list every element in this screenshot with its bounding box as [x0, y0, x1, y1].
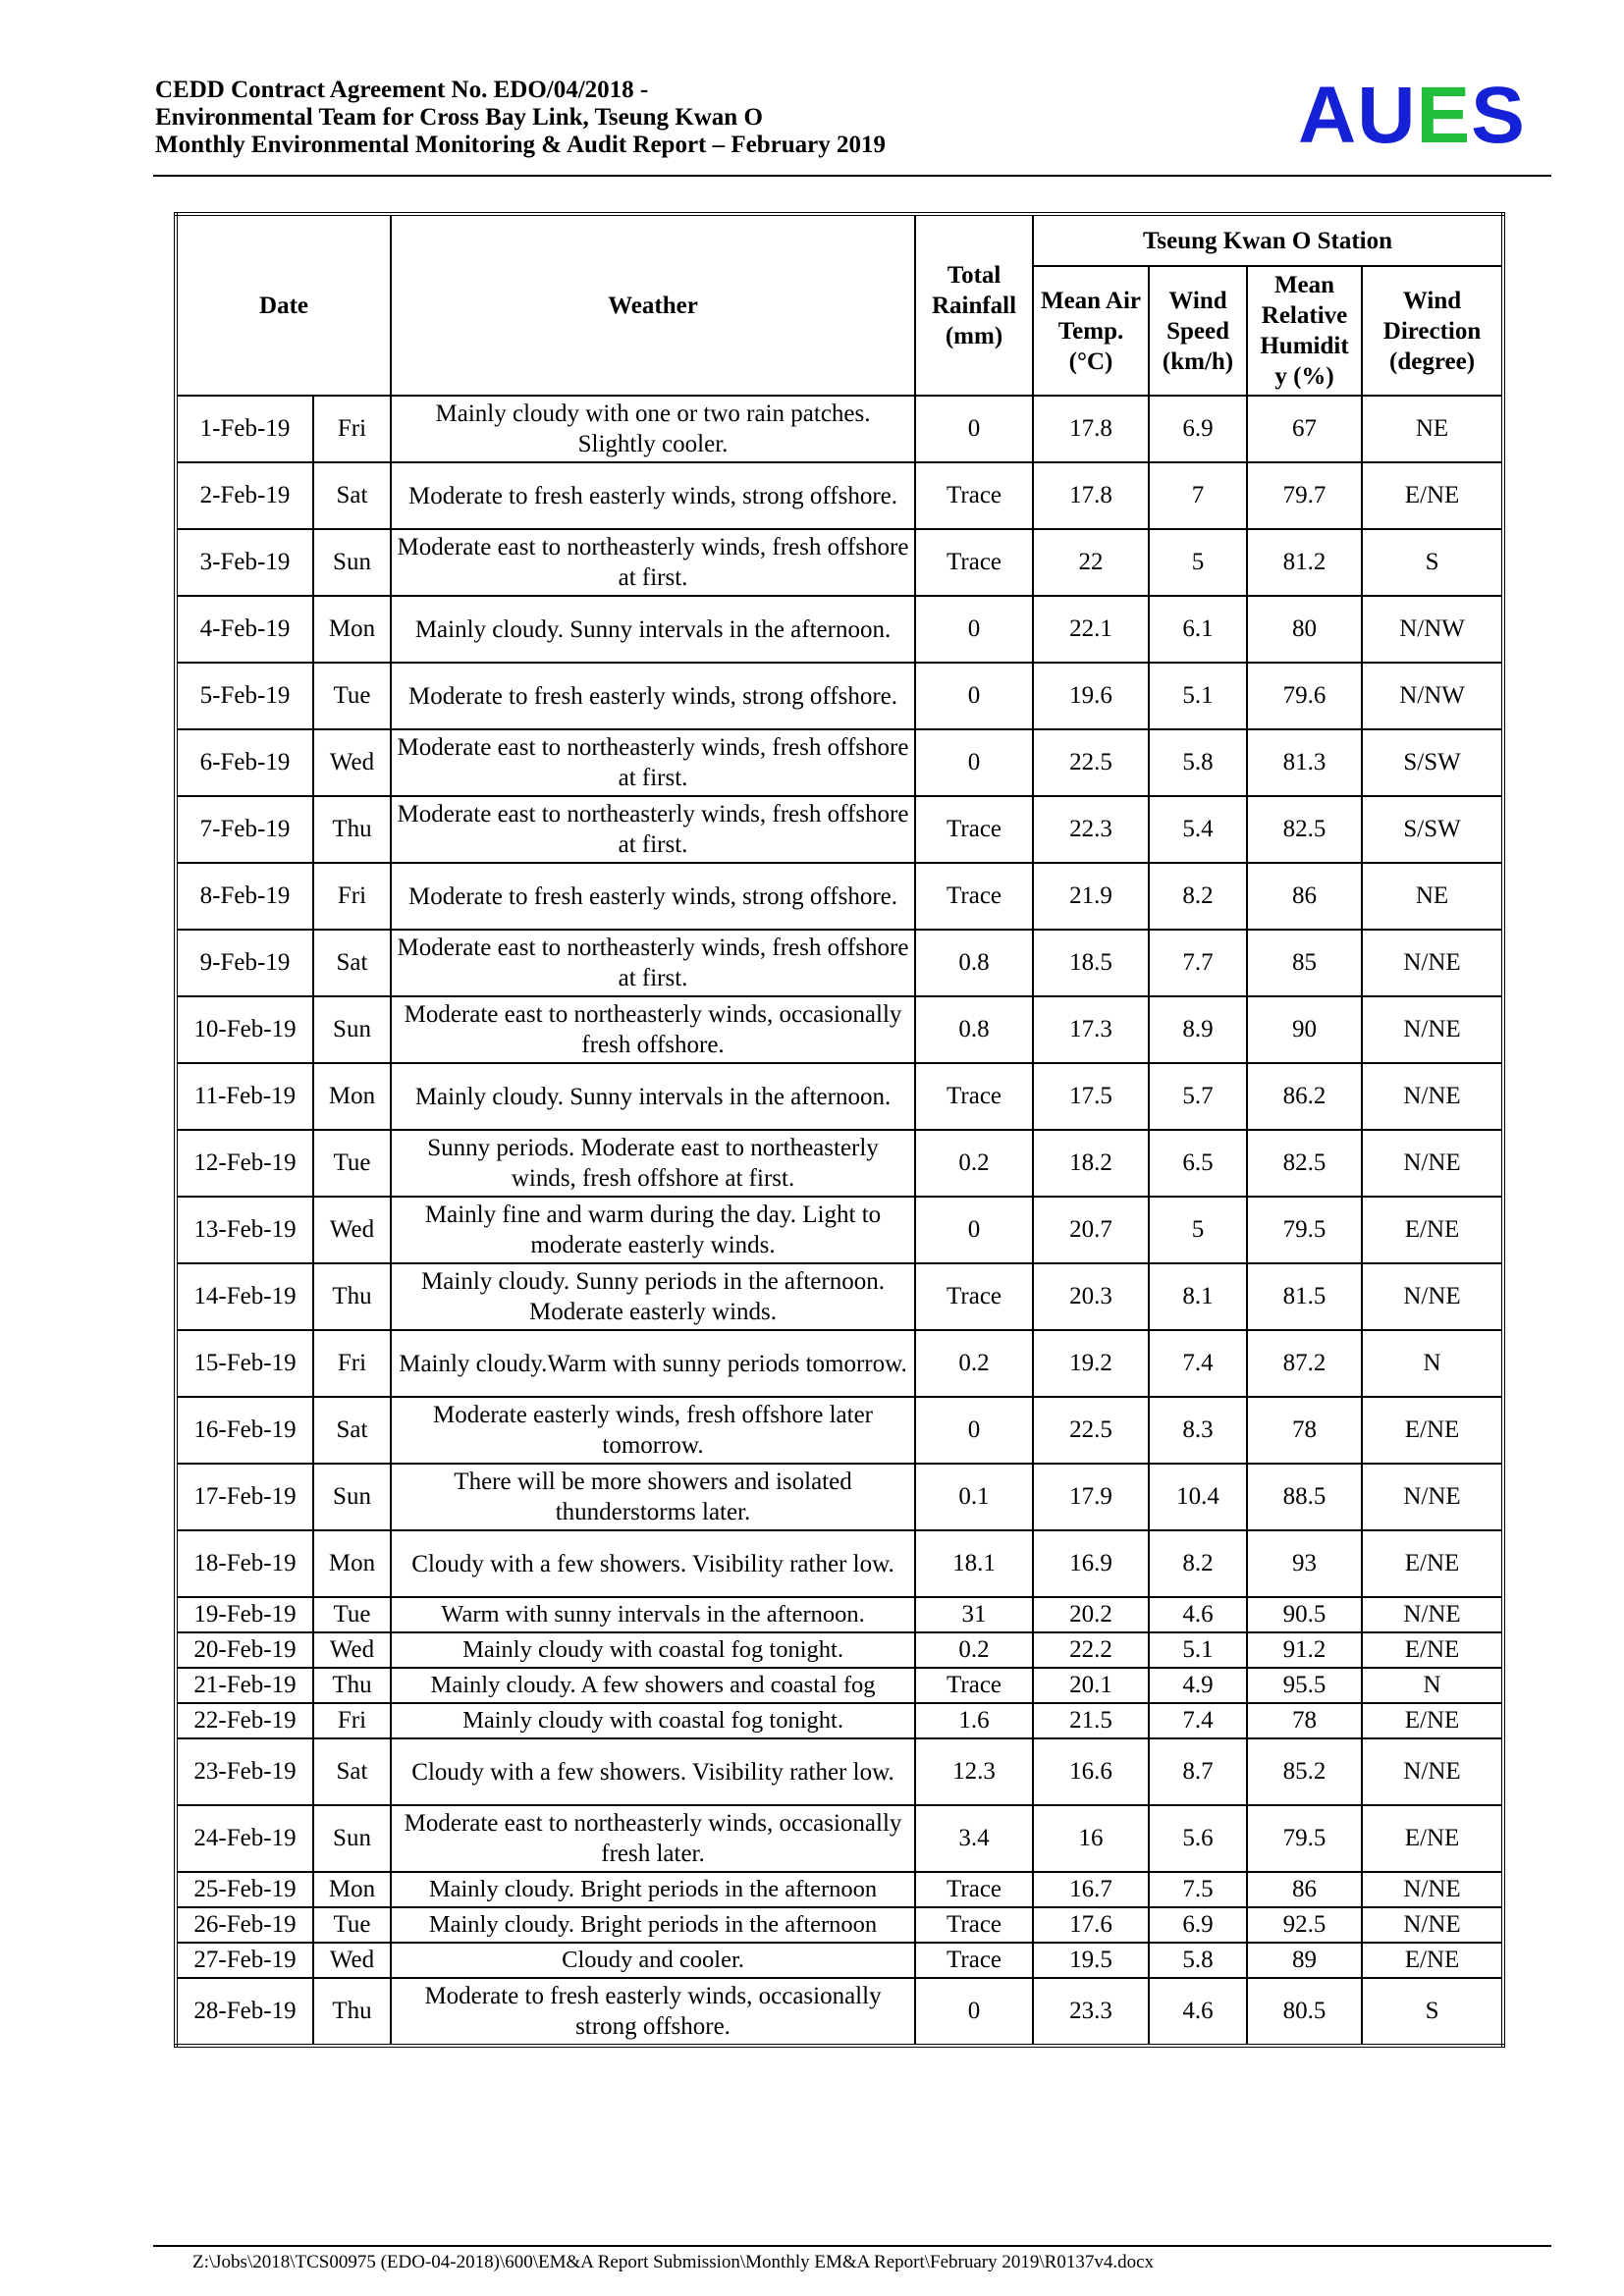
table-row [176, 1978, 1503, 2046]
wind-direction-cell: N/NE [1362, 1907, 1503, 1943]
humidity-cell: 82.5 [1247, 796, 1362, 863]
wind-speed-cell: 5.4 [1149, 796, 1247, 863]
date-cell: 13-Feb-19 [176, 1197, 313, 1263]
wind-speed-cell: 4.6 [1149, 1978, 1247, 2046]
table-row [176, 1805, 1503, 1872]
day-cell: Sun [313, 529, 391, 596]
table-row [176, 863, 1503, 930]
day-cell: Sun [313, 1464, 391, 1530]
wind-speed-cell: 10.4 [1149, 1464, 1247, 1530]
temp-cell: 22 [1033, 529, 1149, 596]
weather-cell: Mainly cloudy with coastal fog tonight. [391, 1632, 915, 1668]
aues-logo [1298, 71, 1526, 160]
header-contract-line: CEDD Contract Agreement No. EDO/04/2018 - [155, 77, 649, 103]
day-cell: Wed [313, 1943, 391, 1978]
weather-cell: Sunny periods. Moderate east to northeasterly winds, fresh offshore at first. [391, 1130, 915, 1197]
header-report-title: Monthly Environmental Monitoring & Audit Report – February 2019 [155, 132, 886, 158]
humidity-cell: 91.2 [1247, 1632, 1362, 1668]
rainfall-cell: 0.2 [915, 1330, 1033, 1397]
wind-speed-cell: 5 [1149, 1197, 1247, 1263]
date-cell: 26-Feb-19 [176, 1907, 313, 1943]
weather-cell: Moderate east to northeasterly winds, fresh offshore at first. [391, 529, 915, 596]
table-row [176, 796, 1503, 863]
footer-divider [153, 2245, 1551, 2247]
date-cell: 18-Feb-19 [176, 1530, 313, 1597]
humidity-cell: 87.2 [1247, 1330, 1362, 1397]
wind-speed-cell: 7.4 [1149, 1330, 1247, 1397]
rainfall-cell: 0 [915, 1197, 1033, 1263]
day-cell: Thu [313, 1978, 391, 2046]
wind-direction-cell: N/NE [1362, 1464, 1503, 1530]
date-cell: 3-Feb-19 [176, 529, 313, 596]
wind-direction-cell: NE [1362, 863, 1503, 930]
date-cell: 28-Feb-19 [176, 1978, 313, 2046]
weather-table [174, 212, 1505, 2048]
temp-cell: 16.6 [1033, 1738, 1149, 1805]
logo-text-s: S [1471, 71, 1526, 160]
rainfall-cell: Trace [915, 1943, 1033, 1978]
weather-cell: Mainly cloudy. Sunny periods in the afternoon. Moderate easterly winds. [391, 1263, 915, 1330]
table-row [176, 462, 1503, 529]
rainfall-cell: Trace [915, 529, 1033, 596]
weather-cell: Moderate easterly winds, fresh offshore later tomorrow. [391, 1397, 915, 1464]
temp-cell: 22.3 [1033, 796, 1149, 863]
temp-cell: 23.3 [1033, 1978, 1149, 2046]
logo-text-au: AU [1298, 71, 1417, 160]
date-cell: 19-Feb-19 [176, 1597, 313, 1632]
wind-speed-cell: 8.2 [1149, 863, 1247, 930]
weather-cell: Moderate east to northeasterly winds, occasionally fresh offshore. [391, 996, 915, 1063]
humidity-cell: 86 [1247, 863, 1362, 930]
humidity-cell: 82.5 [1247, 1130, 1362, 1197]
rainfall-cell: Trace [915, 1668, 1033, 1703]
weather-cell: Mainly cloudy. Sunny intervals in the afternoon. [391, 1063, 915, 1130]
temp-cell: 19.5 [1033, 1943, 1149, 1978]
wind-speed-cell: 7.4 [1149, 1703, 1247, 1738]
humidity-cell: 80 [1247, 596, 1362, 663]
day-cell: Sat [313, 930, 391, 996]
wind-direction-cell: NE [1362, 396, 1503, 462]
humidity-cell: 80.5 [1247, 1978, 1362, 2046]
humidity-cell: 90.5 [1247, 1597, 1362, 1632]
date-cell: 17-Feb-19 [176, 1464, 313, 1530]
table-row [176, 1263, 1503, 1330]
wind-speed-cell: 6.9 [1149, 396, 1247, 462]
weather-cell: Moderate to fresh easterly winds, strong offshore. [391, 863, 915, 930]
temp-cell: 20.1 [1033, 1668, 1149, 1703]
table-row [176, 1738, 1503, 1805]
table-row [176, 996, 1503, 1063]
wind-speed-cell: 5.6 [1149, 1805, 1247, 1872]
rainfall-cell: 0.2 [915, 1632, 1033, 1668]
temp-cell: 20.3 [1033, 1263, 1149, 1330]
wind-direction-cell: N/NE [1362, 1597, 1503, 1632]
wind-direction-cell: N/NW [1362, 663, 1503, 729]
day-cell: Sun [313, 996, 391, 1063]
rainfall-cell: Trace [915, 462, 1033, 529]
humidity-cell: 81.5 [1247, 1263, 1362, 1330]
day-cell: Thu [313, 1263, 391, 1330]
wind-speed-cell: 8.3 [1149, 1397, 1247, 1464]
wind-direction-cell: N/NE [1362, 1263, 1503, 1330]
temp-cell: 22.1 [1033, 596, 1149, 663]
day-cell: Tue [313, 663, 391, 729]
humidity-cell: 67 [1247, 396, 1362, 462]
wind-direction-cell: E/NE [1362, 1943, 1503, 1978]
wind-direction-cell: E/NE [1362, 1632, 1503, 1668]
humidity-cell: 93 [1247, 1530, 1362, 1597]
wind-direction-cell: N/NE [1362, 1738, 1503, 1805]
rainfall-cell: 0 [915, 596, 1033, 663]
day-cell: Fri [313, 1330, 391, 1397]
weather-cell: Cloudy with a few showers. Visibility rather low. [391, 1738, 915, 1805]
header-date: Date [176, 214, 391, 396]
weather-cell: There will be more showers and isolated thunderstorms later. [391, 1464, 915, 1530]
weather-cell: Cloudy and cooler. [391, 1943, 915, 1978]
rainfall-cell: 1.6 [915, 1703, 1033, 1738]
weather-cell: Moderate to fresh easterly winds, occasionally strong offshore. [391, 1978, 915, 2046]
table-row [176, 930, 1503, 996]
weather-cell: Warm with sunny intervals in the afternoon. [391, 1597, 915, 1632]
humidity-cell: 81.3 [1247, 729, 1362, 796]
rainfall-cell: 0.2 [915, 1130, 1033, 1197]
date-cell: 21-Feb-19 [176, 1668, 313, 1703]
table-row [176, 1943, 1503, 1978]
wind-direction-cell: N [1362, 1668, 1503, 1703]
rainfall-cell: Trace [915, 796, 1033, 863]
weather-cell: Mainly fine and warm during the day. Light to moderate easterly winds. [391, 1197, 915, 1263]
weather-cell: Moderate east to northeasterly winds, fresh offshore at first. [391, 729, 915, 796]
wind-direction-cell: N/NW [1362, 596, 1503, 663]
rainfall-cell: 0 [915, 1978, 1033, 2046]
table-row [176, 1063, 1503, 1130]
temp-cell: 17.9 [1033, 1464, 1149, 1530]
logo-text-e: E [1416, 71, 1472, 160]
day-cell: Wed [313, 1632, 391, 1668]
weather-cell: Mainly cloudy with coastal fog tonight. [391, 1703, 915, 1738]
wind-direction-cell: N [1362, 1330, 1503, 1397]
wind-speed-cell: 7 [1149, 462, 1247, 529]
date-cell: 24-Feb-19 [176, 1805, 313, 1872]
day-cell: Sat [313, 462, 391, 529]
wind-speed-cell: 4.6 [1149, 1597, 1247, 1632]
humidity-cell: 78 [1247, 1703, 1362, 1738]
date-cell: 15-Feb-19 [176, 1330, 313, 1397]
day-cell: Sun [313, 1805, 391, 1872]
humidity-cell: 78 [1247, 1397, 1362, 1464]
weather-cell: Mainly cloudy. Bright periods in the afternoon [391, 1907, 915, 1943]
temp-cell: 16 [1033, 1805, 1149, 1872]
rainfall-cell: 12.3 [915, 1738, 1033, 1805]
temp-cell: 18.2 [1033, 1130, 1149, 1197]
date-cell: 23-Feb-19 [176, 1738, 313, 1805]
date-cell: 27-Feb-19 [176, 1943, 313, 1978]
table-row [176, 529, 1503, 596]
wind-direction-cell: S/SW [1362, 796, 1503, 863]
table-row [176, 1703, 1503, 1738]
rainfall-cell: Trace [915, 863, 1033, 930]
table-row [176, 1197, 1503, 1263]
header-weather: Weather [391, 214, 915, 396]
wind-direction-cell: E/NE [1362, 1805, 1503, 1872]
humidity-cell: 79.6 [1247, 663, 1362, 729]
rainfall-cell: Trace [915, 1907, 1033, 1943]
table-row [176, 1597, 1503, 1632]
wind-speed-cell: 7.7 [1149, 930, 1247, 996]
table-row [176, 1907, 1503, 1943]
day-cell: Sat [313, 1738, 391, 1805]
temp-cell: 17.8 [1033, 462, 1149, 529]
header-project-line: Environmental Team for Cross Bay Link, Tseung Kwan O [155, 104, 763, 131]
rainfall-cell: 0.1 [915, 1464, 1033, 1530]
weather-cell: Mainly cloudy. A few showers and coastal fog [391, 1668, 915, 1703]
date-cell: 25-Feb-19 [176, 1872, 313, 1907]
date-cell: 5-Feb-19 [176, 663, 313, 729]
date-cell: 14-Feb-19 [176, 1263, 313, 1330]
weather-cell: Moderate east to northeasterly winds, occasionally fresh later. [391, 1805, 915, 1872]
date-cell: 8-Feb-19 [176, 863, 313, 930]
temp-cell: 21.5 [1033, 1703, 1149, 1738]
table-row [176, 1872, 1503, 1907]
day-cell: Mon [313, 1872, 391, 1907]
temp-cell: 22.2 [1033, 1632, 1149, 1668]
temp-cell: 20.2 [1033, 1597, 1149, 1632]
wind-speed-cell: 4.9 [1149, 1668, 1247, 1703]
rainfall-cell: 3.4 [915, 1805, 1033, 1872]
weather-cell: Moderate east to northeasterly winds, fresh offshore at first. [391, 930, 915, 996]
rainfall-cell: 0.8 [915, 930, 1033, 996]
wind-direction-cell: E/NE [1362, 1703, 1503, 1738]
wind-speed-cell: 8.7 [1149, 1738, 1247, 1805]
date-cell: 16-Feb-19 [176, 1397, 313, 1464]
temp-cell: 16.7 [1033, 1872, 1149, 1907]
humidity-cell: 88.5 [1247, 1464, 1362, 1530]
date-cell: 11-Feb-19 [176, 1063, 313, 1130]
wind-direction-cell: S [1362, 529, 1503, 596]
day-cell: Wed [313, 1197, 391, 1263]
header-rainfall: Total Rainfall (mm) [915, 214, 1033, 396]
date-cell: 9-Feb-19 [176, 930, 313, 996]
rainfall-cell: 0 [915, 396, 1033, 462]
header-temp: Mean Air Temp. (°C) [1033, 266, 1149, 396]
temp-cell: 22.5 [1033, 729, 1149, 796]
day-cell: Wed [313, 729, 391, 796]
wind-speed-cell: 6.1 [1149, 596, 1247, 663]
header-divider [153, 175, 1551, 177]
day-cell: Fri [313, 396, 391, 462]
wind-direction-cell: E/NE [1362, 1530, 1503, 1597]
rainfall-cell: 0 [915, 1397, 1033, 1464]
weather-cell: Moderate east to northeasterly winds, fresh offshore at first. [391, 796, 915, 863]
temp-cell: 18.5 [1033, 930, 1149, 996]
day-cell: Fri [313, 863, 391, 930]
rainfall-cell: Trace [915, 1872, 1033, 1907]
wind-direction-cell: N/NE [1362, 930, 1503, 996]
temp-cell: 17.3 [1033, 996, 1149, 1063]
wind-direction-cell: S [1362, 1978, 1503, 2046]
day-cell: Mon [313, 1063, 391, 1130]
date-cell: 12-Feb-19 [176, 1130, 313, 1197]
wind-speed-cell: 8.1 [1149, 1263, 1247, 1330]
rainfall-cell: Trace [915, 1063, 1033, 1130]
temp-cell: 16.9 [1033, 1530, 1149, 1597]
day-cell: Mon [313, 1530, 391, 1597]
header-station: Tseung Kwan O Station [1033, 214, 1503, 266]
table-row [176, 596, 1503, 663]
wind-speed-cell: 5.1 [1149, 1632, 1247, 1668]
table-row [176, 1632, 1503, 1668]
wind-direction-cell: E/NE [1362, 1397, 1503, 1464]
date-cell: 7-Feb-19 [176, 796, 313, 863]
table-row [176, 1530, 1503, 1597]
wind-speed-cell: 5.8 [1149, 1943, 1247, 1978]
humidity-cell: 92.5 [1247, 1907, 1362, 1943]
day-cell: Fri [313, 1703, 391, 1738]
temp-cell: 17.5 [1033, 1063, 1149, 1130]
rainfall-cell: 31 [915, 1597, 1033, 1632]
humidity-cell: 85.2 [1247, 1738, 1362, 1805]
rainfall-cell: Trace [915, 1263, 1033, 1330]
humidity-cell: 79.5 [1247, 1805, 1362, 1872]
wind-speed-cell: 6.9 [1149, 1907, 1247, 1943]
wind-direction-cell: E/NE [1362, 1197, 1503, 1263]
table-row [176, 1130, 1503, 1197]
wind-speed-cell: 8.2 [1149, 1530, 1247, 1597]
date-cell: 10-Feb-19 [176, 996, 313, 1063]
wind-direction-cell: N/NE [1362, 996, 1503, 1063]
humidity-cell: 86 [1247, 1872, 1362, 1907]
weather-cell: Mainly cloudy. Sunny intervals in the afternoon. [391, 596, 915, 663]
date-cell: 4-Feb-19 [176, 596, 313, 663]
table-row [176, 1397, 1503, 1464]
wind-speed-cell: 5.7 [1149, 1063, 1247, 1130]
wind-direction-cell: E/NE [1362, 462, 1503, 529]
weather-cell: Mainly cloudy.Warm with sunny periods tomorrow. [391, 1330, 915, 1397]
day-cell: Sat [313, 1397, 391, 1464]
wind-speed-cell: 7.5 [1149, 1872, 1247, 1907]
temp-cell: 21.9 [1033, 863, 1149, 930]
table-row [176, 663, 1503, 729]
temp-cell: 17.6 [1033, 1907, 1149, 1943]
wind-speed-cell: 5.1 [1149, 663, 1247, 729]
weather-cell: Mainly cloudy with one or two rain patches. Slightly cooler. [391, 396, 915, 462]
date-cell: 22-Feb-19 [176, 1703, 313, 1738]
day-cell: Tue [313, 1597, 391, 1632]
wind-direction-cell: N/NE [1362, 1130, 1503, 1197]
weather-cell: Moderate to fresh easterly winds, strong offshore. [391, 663, 915, 729]
temp-cell: 19.2 [1033, 1330, 1149, 1397]
humidity-cell: 86.2 [1247, 1063, 1362, 1130]
day-cell: Thu [313, 796, 391, 863]
date-cell: 1-Feb-19 [176, 396, 313, 462]
rainfall-cell: 0.8 [915, 996, 1033, 1063]
humidity-cell: 85 [1247, 930, 1362, 996]
header-wind-direction: Wind Direction (degree) [1362, 266, 1503, 396]
day-cell: Thu [313, 1668, 391, 1703]
rainfall-cell: 0 [915, 729, 1033, 796]
date-cell: 2-Feb-19 [176, 462, 313, 529]
table-row [176, 1668, 1503, 1703]
weather-cell: Moderate to fresh easterly winds, strong offshore. [391, 462, 915, 529]
weather-table-body [176, 396, 1503, 2046]
day-cell: Tue [313, 1907, 391, 1943]
wind-direction-cell: N/NE [1362, 1063, 1503, 1130]
rainfall-cell: 18.1 [915, 1530, 1033, 1597]
weather-cell: Cloudy with a few showers. Visibility rather low. [391, 1530, 915, 1597]
day-cell: Tue [313, 1130, 391, 1197]
humidity-cell: 81.2 [1247, 529, 1362, 596]
wind-speed-cell: 8.9 [1149, 996, 1247, 1063]
wind-speed-cell: 5.8 [1149, 729, 1247, 796]
humidity-cell: 79.7 [1247, 462, 1362, 529]
footer-file-path: Z:\Jobs\2018\TCS00975 (EDO-04-2018)\600\EM&A Report Submission\Monthly EM&A Report\February 2019\R0137v4.docx [192, 2252, 1155, 2272]
header-wind-speed: Wind Speed (km/h) [1149, 266, 1247, 396]
date-cell: 6-Feb-19 [176, 729, 313, 796]
temp-cell: 20.7 [1033, 1197, 1149, 1263]
humidity-cell: 79.5 [1247, 1197, 1362, 1263]
temp-cell: 19.6 [1033, 663, 1149, 729]
table-row [176, 396, 1503, 462]
date-cell: 20-Feb-19 [176, 1632, 313, 1668]
humidity-cell: 89 [1247, 1943, 1362, 1978]
table-row [176, 1464, 1503, 1530]
table-row [176, 729, 1503, 796]
temp-cell: 17.8 [1033, 396, 1149, 462]
wind-direction-cell: S/SW [1362, 729, 1503, 796]
humidity-cell: 90 [1247, 996, 1362, 1063]
temp-cell: 22.5 [1033, 1397, 1149, 1464]
wind-speed-cell: 5 [1149, 529, 1247, 596]
day-cell: Mon [313, 596, 391, 663]
wind-speed-cell: 6.5 [1149, 1130, 1247, 1197]
weather-cell: Mainly cloudy. Bright periods in the afternoon [391, 1872, 915, 1907]
humidity-cell: 95.5 [1247, 1668, 1362, 1703]
table-row [176, 1330, 1503, 1397]
wind-direction-cell: N/NE [1362, 1872, 1503, 1907]
rainfall-cell: 0 [915, 663, 1033, 729]
header-humidity: Mean Relative Humidit y (%) [1247, 266, 1362, 396]
